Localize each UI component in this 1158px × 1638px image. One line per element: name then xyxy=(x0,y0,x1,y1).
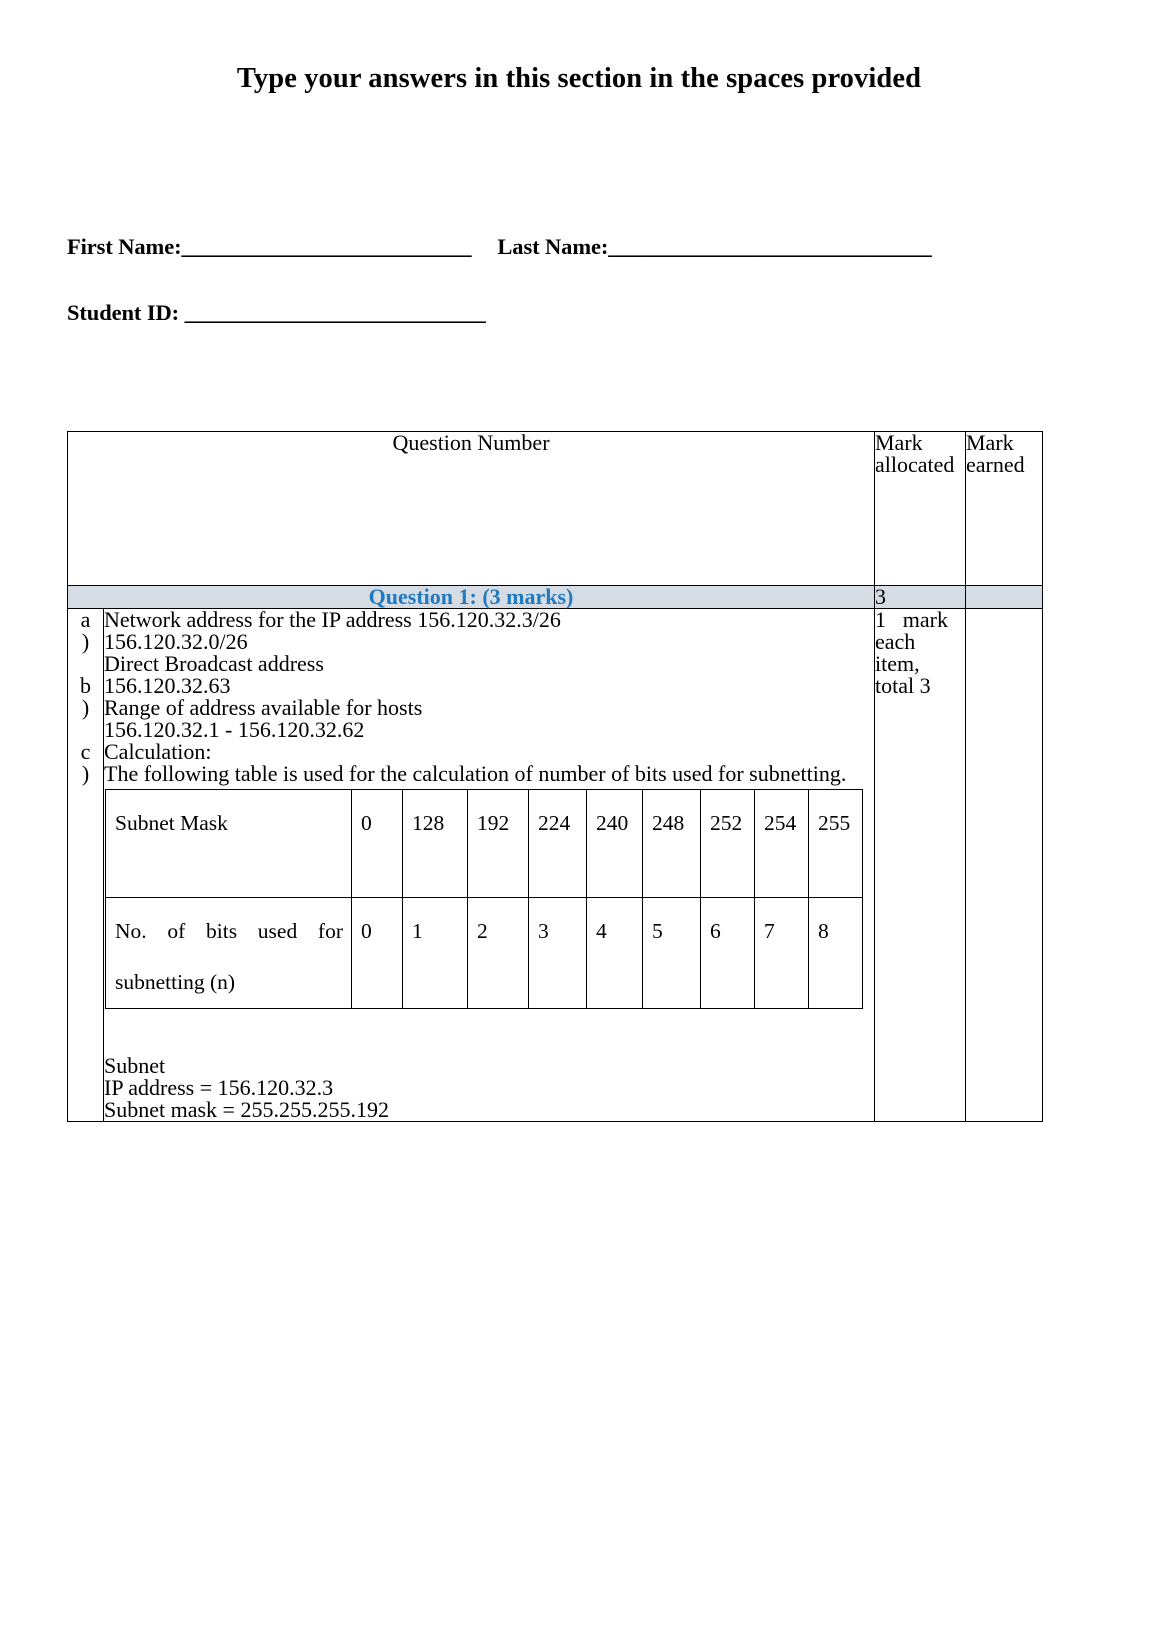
answer-line: The following table is used for the calculation of number of bits used for subnetting. xyxy=(104,761,847,786)
item-label-line: ) xyxy=(81,761,90,786)
question-banner-row xyxy=(68,586,1043,609)
question-1-mark-allocated: 3 xyxy=(875,586,966,609)
subnet-mask-cell: 254 xyxy=(755,790,809,898)
item-label-line: ) xyxy=(81,629,90,654)
answer-body xyxy=(104,609,875,1122)
item-label-line: a xyxy=(80,607,91,632)
bits-used-cell: 4 xyxy=(587,898,643,1009)
subnet-mask-cell: 248 xyxy=(643,790,701,898)
item-label-line: c xyxy=(80,739,91,764)
answer-line: Range of address available for hosts xyxy=(104,695,423,720)
subnet-mask-table xyxy=(105,789,863,1009)
bits-used-cell: 0 xyxy=(352,898,403,1009)
last-name-label: Last Name: xyxy=(497,234,609,259)
answer-line: Network address for the IP address 156.120.32.3/26 xyxy=(104,607,561,632)
page-title: Type your answers in this section in the spaces provided xyxy=(236,63,922,94)
subnet-mask-cell: 128 xyxy=(403,790,468,898)
subnet-table-row xyxy=(106,898,863,1009)
answer-mark-allocated xyxy=(875,609,966,1122)
subnet-table-row xyxy=(106,790,863,898)
answer-line: Calculation: xyxy=(104,739,212,764)
mark-allocated-text: 1 mark each item, total 3 xyxy=(875,607,948,698)
subnet-mask-cell: 252 xyxy=(701,790,755,898)
bits-used-cell: 2 xyxy=(468,898,529,1009)
bits-used-cell: 8 xyxy=(809,898,863,1009)
student-id-blank[interactable]: ___________________________ xyxy=(184,300,486,325)
student-id-line xyxy=(67,300,486,326)
answer-mark-earned[interactable] xyxy=(966,609,1043,1122)
answer-line: IP address = 156.120.32.3 xyxy=(104,1075,334,1100)
item-label-line: b xyxy=(80,673,91,698)
subnet-mask-cell: 224 xyxy=(529,790,587,898)
bits-used-row-header: No. of bits used for subnetting (n) xyxy=(106,898,352,1009)
first-name-blank[interactable]: __________________________ xyxy=(181,234,472,259)
bits-used-cell: 6 xyxy=(701,898,755,1009)
last-name-blank[interactable]: _____________________________ xyxy=(608,234,932,259)
header-mark-allocated: Mark allocated xyxy=(875,432,966,586)
first-name-label: First Name: xyxy=(67,234,182,259)
answer-line: Subnet mask = 255.255.255.192 xyxy=(104,1097,389,1122)
answer-line: 156.120.32.0/26 xyxy=(104,629,248,654)
answer-line: 156.120.32.1 - 156.120.32.62 xyxy=(104,717,365,742)
student-id-label: Student ID: xyxy=(67,300,180,325)
answer-line: 156.120.32.63 xyxy=(104,673,231,698)
header-mark-earned: Mark earned xyxy=(966,432,1043,586)
bits-used-cell: 3 xyxy=(529,898,587,1009)
subnet-mask-row-header: Subnet Mask xyxy=(106,790,352,898)
marks-table xyxy=(67,431,1043,1122)
bits-used-cell: 5 xyxy=(643,898,701,1009)
marks-table-header-row xyxy=(68,432,1043,586)
spacer xyxy=(104,1009,874,1055)
answer-item-labels xyxy=(68,609,104,1122)
subnet-mask-cell: 255 xyxy=(809,790,863,898)
subnet-mask-cell: 0 xyxy=(352,790,403,898)
bits-used-cell: 1 xyxy=(403,898,468,1009)
header-question-number: Question Number xyxy=(68,432,875,586)
subnet-mask-cell: 240 xyxy=(587,790,643,898)
item-label-line: ) xyxy=(81,695,90,720)
name-fields-line xyxy=(67,234,932,260)
question-1-title: Question 1: (3 marks) xyxy=(68,586,875,609)
bits-used-cell: 7 xyxy=(755,898,809,1009)
answer-line: Direct Broadcast address xyxy=(104,651,324,676)
question-1-mark-earned[interactable] xyxy=(966,586,1043,609)
answer-line: Subnet xyxy=(104,1053,166,1078)
answer-row xyxy=(68,609,1043,1122)
subnet-mask-cell: 192 xyxy=(468,790,529,898)
